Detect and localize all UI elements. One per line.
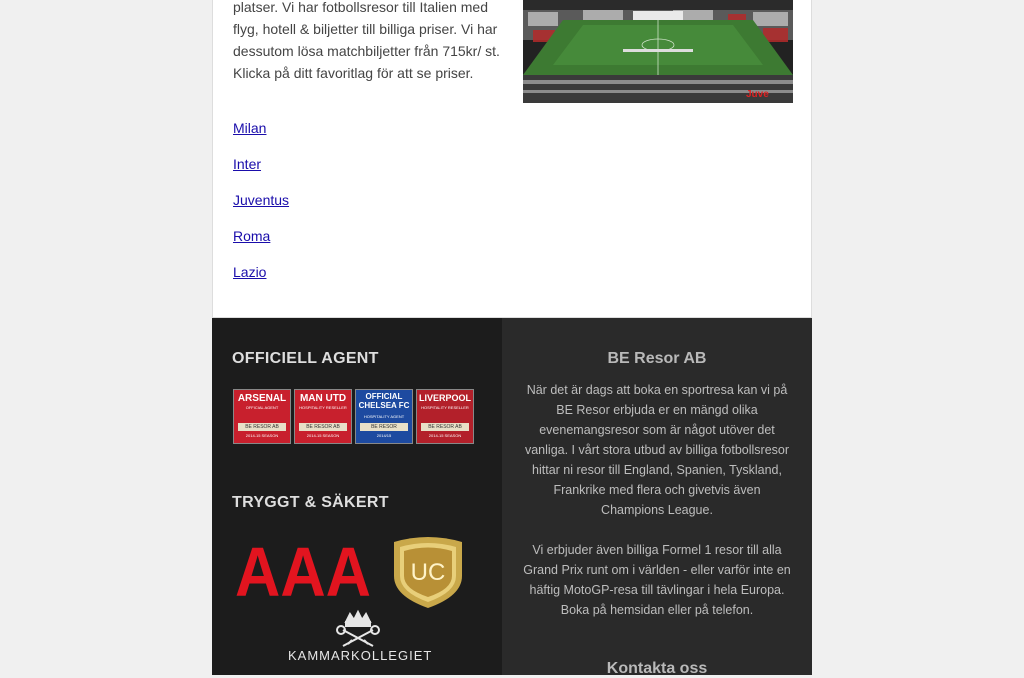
stadium-watermark: Juve [746,89,769,100]
company-paragraph-2: Vi erbjuder även billiga Formel 1 resor till alla Grand Prix runt om i världen - eller varför inte en häftig MotoGP-resa till tävlingar i hela Europa. Boka på hemsidan eller på telefon. [523,543,791,617]
badge-band: BE RESOR [360,423,408,431]
badge-season: 2014/15 [376,433,392,438]
badge-sub: HOSPITALITY RESELLER [299,405,347,410]
main-content [212,0,812,318]
liverpool-badge[interactable] [416,389,474,444]
intro-line: flyg, hotell & biljetter till billiga priser. Vi har [233,21,498,37]
crown-keys-icon [288,608,428,648]
intro-line: dessutom lösa matchbiljetter från 715kr/ st. [233,43,500,59]
team-link-lazio[interactable]: Lazio [233,264,267,280]
team-link-roma[interactable]: Roma [233,228,271,244]
company-paragraph-1: När det är dags att boka en sportresa kan vi på BE Resor erbjuda er en mängd olika evenemangsresor som är något utöver det vanliga. I vårt stora utbud av billiga fotbollsresor hittar ni resor till England, Spanien, Tyskland, Frankrike med flera och givetvis även Champions League. [524,383,790,517]
badge-band: BE RESOR AB [421,423,469,431]
badge-title: MAN UTD [299,393,347,404]
footer-left [212,318,502,675]
stadium-image [523,0,793,103]
badge-band: BE RESOR AB [299,423,347,431]
team-link-juventus[interactable]: Juventus [233,192,290,208]
badge-title: LIVERPOOL [418,393,471,403]
contact-heading: Kontakta oss [606,660,708,677]
aaa-rating-logo[interactable] [234,536,372,602]
badge-title: ARSENAL [237,393,287,404]
page [212,0,812,675]
official-agent-badges [233,389,477,445]
stadium-illustration [523,0,793,103]
agent-heading: OFFICIELL AGENT [232,350,379,367]
badge-title: OFFICIAL CHELSEA FC [358,392,410,410]
safe-heading: TRYGGT & SÄKERT [232,494,389,511]
intro-text [233,0,508,84]
badge-band: BE RESOR AB [238,423,286,431]
uc-certificate-logo[interactable] [388,534,468,610]
intro-line: platser. Vi har fotbollsresor till Italien med [233,0,488,15]
chelsea-badge[interactable] [355,389,413,444]
uc-text: UC [410,559,446,586]
arsenal-badge[interactable] [233,389,291,444]
badge-sub: OFFICIAL AGENT [245,405,279,410]
man-utd-badge[interactable] [294,389,352,444]
badge-season: 2014-15 SEASON [428,433,462,438]
footer-right [502,318,812,675]
team-link-milan[interactable]: Milan [233,120,267,136]
company-heading: BE Resor AB [607,350,707,367]
team-links [233,117,289,297]
badge-season: 2014-15 SEASON [245,433,279,438]
badge-sub: HOSPITALITY AGENT [363,414,405,419]
badge-season: 2014-15 SEASON [306,433,340,438]
team-link-inter[interactable]: Inter [233,156,262,172]
kammarkollegiet-logo[interactable] [288,608,433,668]
aaa-text: AAA [235,536,371,602]
badge-sub: HOSPITALITY RESELLER [421,405,469,410]
kammarkollegiet-text: KAMMARKOLLEGIET [288,648,433,663]
intro-line: Klicka på ditt favoritlag för att se priser. [233,65,474,81]
